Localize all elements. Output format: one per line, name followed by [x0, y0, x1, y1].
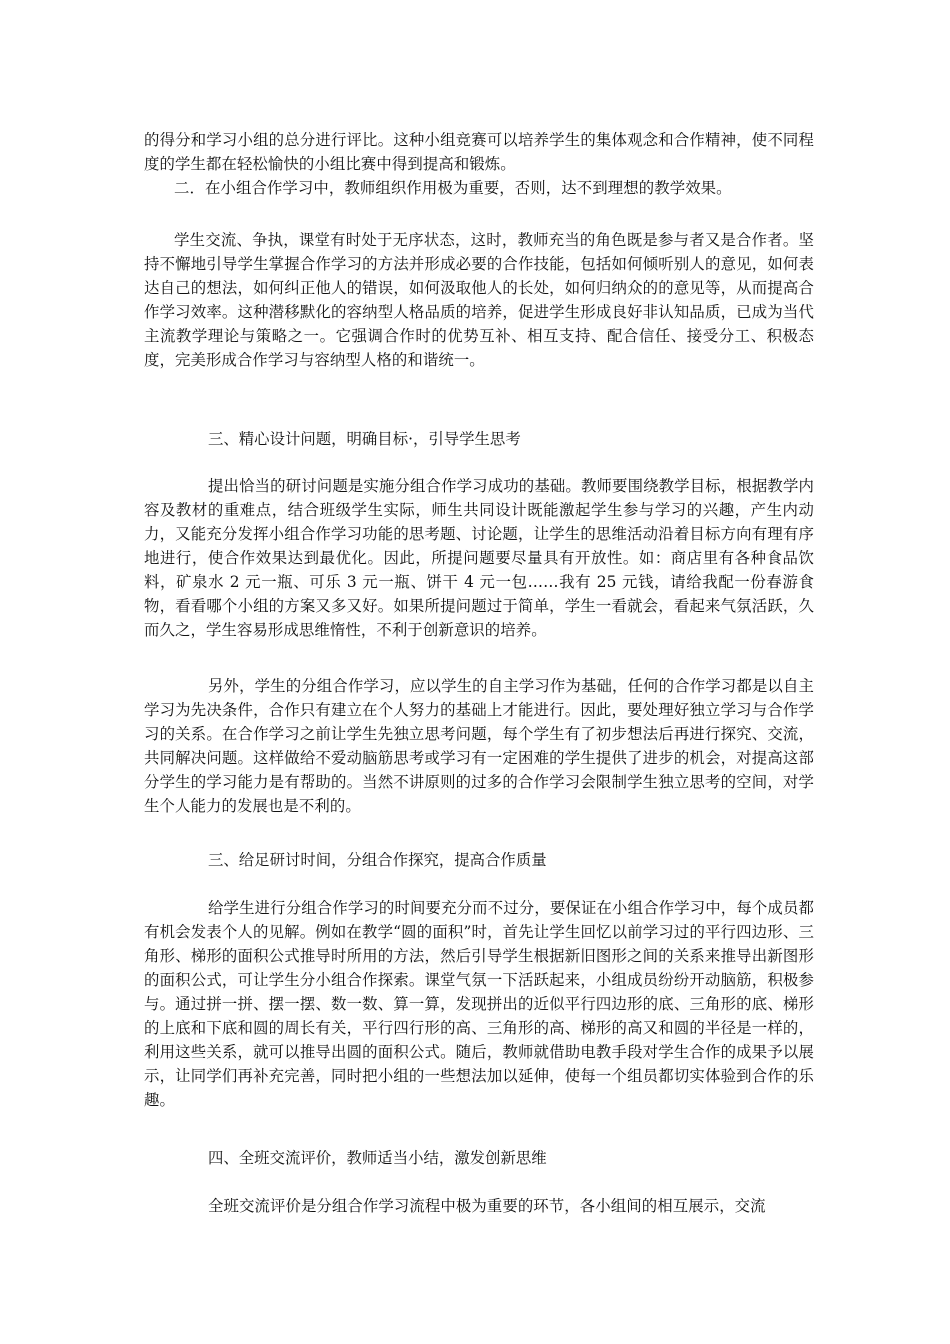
paragraph-class-evaluation: 全班交流评价是分组合作学习流程中极为重要的环节，各小组间的相互展示，交流	[208, 1197, 766, 1215]
paragraph-continuation: 的得分和学习小组的总分进行评比。这种小组竞赛可以培养学生的集体观念和合作精神，使不同程度的学生都在轻松愉快的小组比赛中得到提高和锻炼。	[144, 131, 814, 173]
section-heading-2: 二．在小组合作学习中，教师组织作用极为重要，否则，达不到理想的教学效果。	[174, 179, 732, 197]
section-heading-3a: 三、精心设计问题，明确目标·，引导学生思考	[208, 430, 521, 448]
paragraph-question-design: 提出恰当的研讨问题是实施分组合作学习成功的基础。教师要围绕教学目标，根据教学内容及教材的重难点，结合班级学生实际，师生共同设计既能激起学生参与学习的兴趣，产生内动力，又能充分发挥小组合作学习功能的思考题、讨论题，让学生的思维活动沿着目标方向有理有序地进行，使合作效果达到最优化。因此，所提问题要尽量具有开放性。如：商店里有各种食品饮料，矿泉水 2 元一瓶、可乐 3 元一瓶、饼干 4 元一包……我有 25 元钱，请给我配一份春游食物，看看哪个小组的方案又多又好。如果所提问题过于简单，学生一看就会，看起来气氛活跃，久而久之，学生容易形成思维惰性，不利于创新意识的培养。	[144, 477, 814, 639]
section-heading-4: 四、全班交流评价，教师适当小结，激发创新思维	[208, 1149, 547, 1167]
paragraph-independent-learning: 另外，学生的分组合作学习，应以学生的自主学习作为基础，任何的合作学习都是以自主学习为先决条件，合作只有建立在个人努力的基础上才能进行。因此，要处理好独立学习与合作学习的关系。在合作学习之前让学生先独立思考问题，每个学生有了初步想法后再进行探究、交流，共同解决问题。这样做给不爱动脑筋思考或学习有一定困难的学生提供了进步的机会，对提高这部分学生的学习能力是有帮助的。当然不讲原则的过多的合作学习会限制学生独立思考的空间，对学生个人能力的发展也是不利的。	[144, 677, 814, 815]
section-heading-3b: 三、给足研讨时间，分组合作探究，提高合作质量	[208, 851, 547, 869]
paragraph-discussion-time: 给学生进行分组合作学习的时间要充分而不过分，要保证在小组合作学习中，每个成员都有机会发表个人的见解。例如在教学“圆的面积”时，首先让学生回忆以前学习过的平行四边形、三角形、梯形的面积公式推导时所用的方法，然后引导学生根据新旧图形之间的关系来推导出新图形的面积公式，可让学生分小组合作探索。课堂气氛一下活跃起来，小组成员纷纷开动脑筋，积极参与。通过拼一拼、摆一摆、数一数、算一算，发现拼出的近似平行四边形的底、三角形的底、梯形的上底和下底和圆的周长有关，平行四行形的高、三角形的高、梯形的高又和圆的半径是一样的，利用这些关系，就可以推导出圆的面积公式。随后，教师就借助电教手段对学生合作的成果予以展示，让同学们再补充完善，同时把小组的一些想法加以延伸，使每一个组员都切实体验到合作的乐趣。	[144, 899, 814, 1109]
paragraph-teacher-role: 学生交流、争执，课堂有时处于无序状态，这时，教师充当的角色既是参与者又是合作者。坚持不懈地引导学生掌握合作学习的方法并形成必要的合作技能，包括如何倾听别人的意见，如何表达自己的想法，如何纠正他人的错误，如何汲取他人的长处，如何归纳众的的意见等，从而提高合作学习效率。这种潜移默化的容纳型人格品质的培养，促进学生形成良好非认知品质，已成为当代主流教学理论与策略之一。它强调合作时的优势互补、相互支持、配合信任、接受分工、积极态度，完美形成合作学习与容纳型人格的和谐统一。	[144, 231, 814, 369]
